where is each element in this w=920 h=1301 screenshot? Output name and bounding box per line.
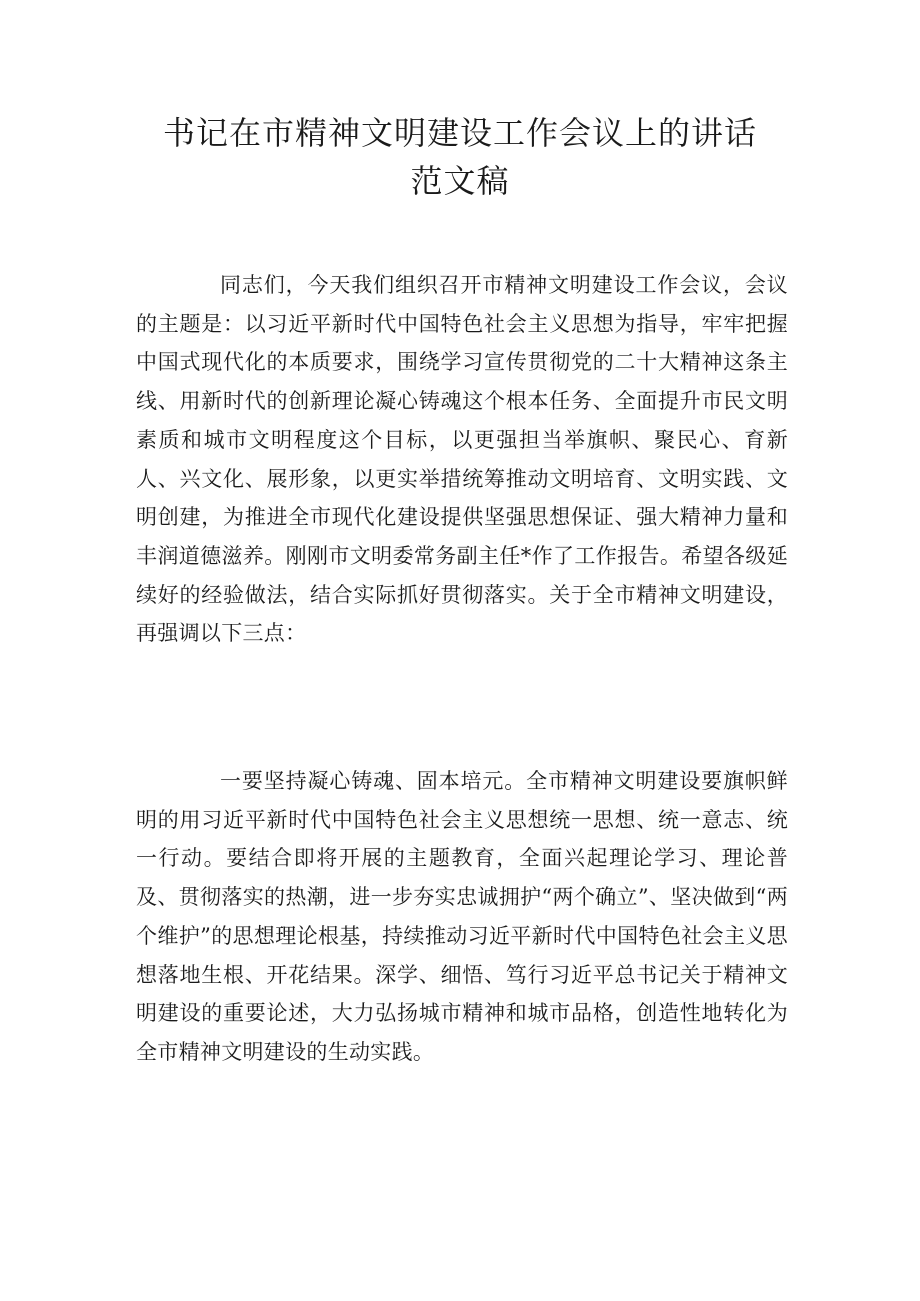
body-paragraph-1: 同志们，今天我们组织召开市精神文明建设工作会议，会议的主题是：以习近平新时代中国特色社会主义思想为指导，牢牢把握中国式现代化的本质要求，围绕学习宣传贯彻党的二十大精神这条主线、用新时代的创新理论凝心铸魂这个根本任务、全面提升市民文明素质和城市文明程度这个目标，以更强担当举旗帜、聚民心、育新人、兴文化、展形象，以更实举措统筹推动文明培育、文明实践、文明创建，为推进全市现代化建设提供坚强思想保证、强大精神力量和丰润道德滋养。刚刚市文明委常务副主任*作了工作报告。希望各级延续好的经验做法，结合实际抓好贯彻落实。关于全市精神文明建设，再强调以下三点： xyxy=(136,273,788,646)
body-paragraph-2: 一要坚持凝心铸魂、固本培元。全市精神文明建设要旗帜鲜明的用习近平新时代中国特色社会主义思想统一思想、统一意志、统一行动。要结合即将开展的主题教育，全面兴起理论学习、理论普及、贯彻落实的热潮，进一步夯实忠诚拥护“两个确立”、坚决做到“两个维护”的思想理论根基，持续推动习近平新时代中国特色社会主义思想落地生根、开花结果。深学、细悟、笃行习近平总书记关于精神文明建设的重要论述，大力弘扬城市精神和城市品格，创造性地转化为全市精神文明建设的生动实践。 xyxy=(136,769,788,1064)
document-title-line-1: 书记在市精神文明建设工作会议上的讲话 xyxy=(162,114,757,152)
document-title-line-2: 范文稿 xyxy=(410,162,510,200)
